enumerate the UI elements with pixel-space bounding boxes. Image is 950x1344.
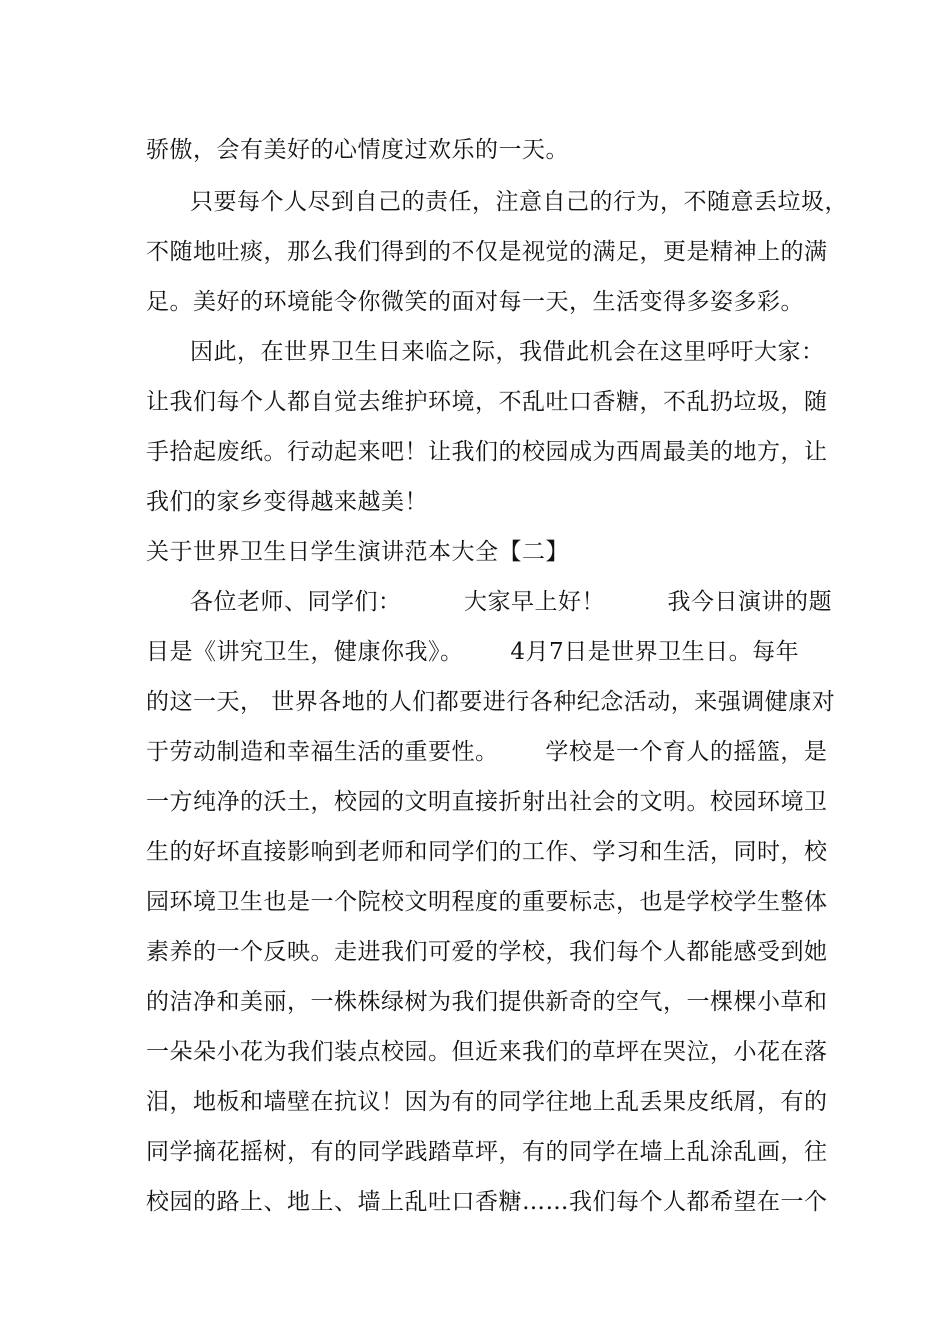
text-line: 手拾起废纸。行动起来吧！让我们的校园成为西周最美的地方，让 (146, 439, 828, 465)
text-line: 的洁净和美丽，一株株绿树为我们提供新奇的空气，一棵棵小草和 (146, 989, 828, 1015)
text-line: 各位老师、同学们： 大家早上好！ 我今日演讲的题 (190, 589, 832, 615)
text-line: 让我们每个人都自觉去维护环境，不乱吐口香糖，不乱扔垃圾，随 (146, 389, 828, 415)
text-line: 一朵朵小花为我们装点校园。但近来我们的草坪在哭泣，小花在落 (146, 1039, 828, 1065)
text-line: 一方纯净的沃土，校园的文明直接折射出社会的文明。校园环境卫 (146, 789, 828, 815)
text-line: 不随地吐痰，那么我们得到的不仅是视觉的满足，更是精神上的满 (146, 239, 828, 265)
text-line: 同学摘花摇树，有的同学践踏草坪，有的同学在墙上乱涂乱画，往 (146, 1139, 828, 1165)
text-line: 只要每个人尽到自己的责任，注意自己的行为，不随意丢垃圾， (190, 189, 848, 215)
text-line: 足。美好的环境能令你微笑的面对每一天，生活变得多姿多彩。 (146, 289, 804, 315)
text-line: 因此，在世界卫生日来临之际，我借此机会在这里呼吁大家： (190, 339, 825, 365)
text-line: 骄傲，会有美好的心情度过欢乐的一天。 (146, 137, 569, 163)
text-line: 我们的家乡变得越来越美！ (146, 489, 428, 515)
text-line: 园环境卫生也是一个院校文明程度的重要标志，也是学校学生整体 (146, 889, 828, 915)
section-heading: 关于世界卫生日学生演讲范本大全【二】 (146, 539, 569, 565)
text-line: 目是《讲究卫生，健康你我》。 4月7日是世界卫生日。每年 (146, 639, 800, 665)
text-line: 素养的一个反映。走进我们可爱的学校，我们每个人都能感受到她 (146, 939, 828, 965)
text-line: 校园的路上、地上、墙上乱吐口香糖……我们每个人都希望在一个 (146, 1189, 828, 1215)
text-line: 于劳动制造和幸福生活的重要性。 学校是一个育人的摇篮，是 (146, 739, 828, 765)
text-line: 泪，地板和墙壁在抗议！因为有的同学往地上乱丢果皮纸屑，有的 (146, 1089, 828, 1115)
text-line: 的这一天， 世界各地的人们都要进行各种纪念活动，来强调健康对 (146, 689, 836, 715)
text-line: 生的好坏直接影响到老师和同学们的工作、学习和生活，同时，校 (146, 839, 828, 865)
